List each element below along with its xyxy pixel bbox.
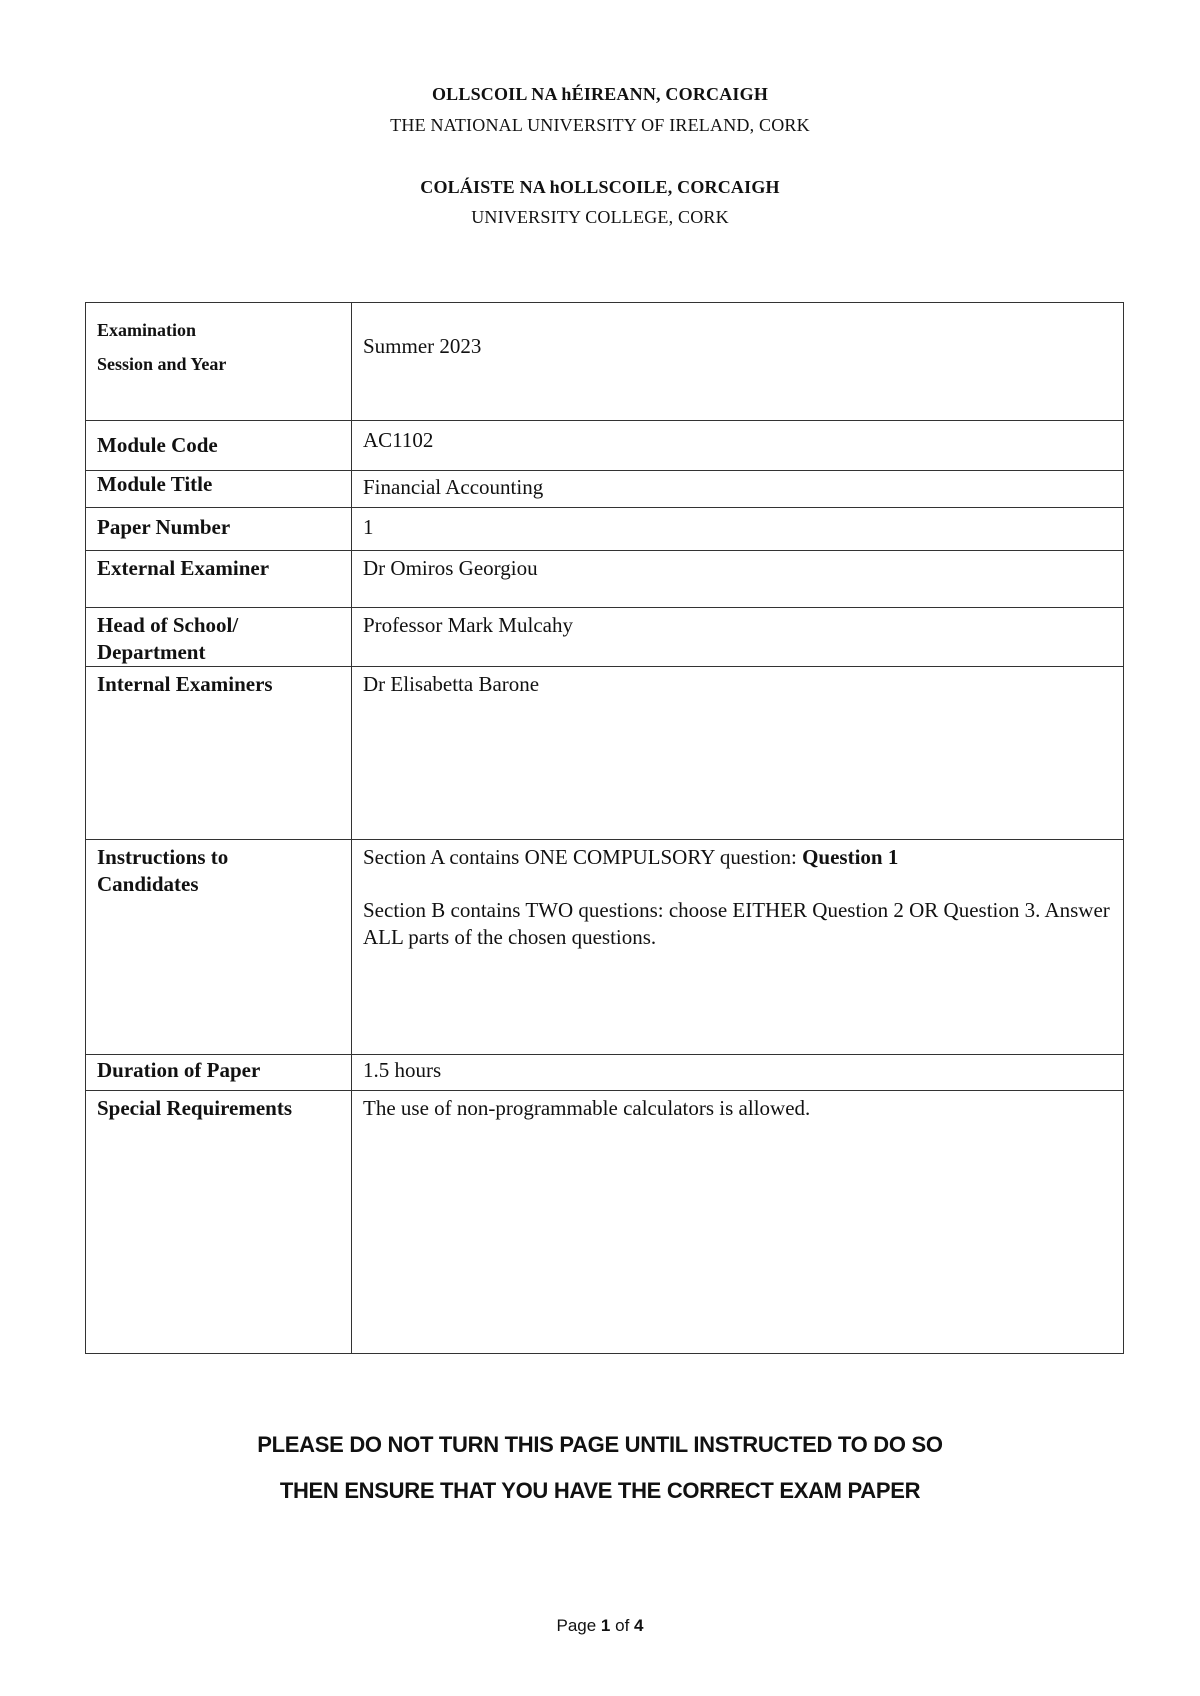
instructions-section-a-bold: Question 1 — [802, 845, 899, 869]
label-instructions: Instructions to Candidates — [86, 840, 352, 1055]
table-row-internal-examiners — [86, 667, 1124, 840]
university-name-english: THE NATIONAL UNIVERSITY OF IRELAND, CORK — [390, 115, 810, 135]
footer-current-page: 1 — [600, 1616, 611, 1635]
notice-do-not-turn: PLEASE DO NOT TURN THIS PAGE UNTIL INSTRUCTED TO DO SO — [257, 1432, 943, 1457]
label-module-code: Module Code — [86, 421, 352, 471]
college-name-irish: COLÁISTE NA hOLLSCOILE, CORCAIGH — [420, 177, 780, 197]
footer-page-word: Page — [556, 1616, 597, 1635]
value-instructions — [352, 840, 1124, 1055]
label-head-of-school: Head of School/ Department — [86, 608, 352, 667]
page-number-footer — [0, 1616, 1200, 1636]
table-row-paper-number — [86, 508, 1124, 551]
value-session: Summer 2023 — [352, 303, 1124, 421]
label-paper-number: Paper Number — [86, 508, 352, 551]
label-special-requirements: Special Requirements — [86, 1091, 352, 1354]
label-session-line1: Examination — [97, 320, 197, 340]
label-session — [86, 303, 352, 421]
university-name-irish: OLLSCOIL NA hÉIREANN, CORCAIGH — [431, 84, 769, 104]
table-row-duration — [86, 1055, 1124, 1091]
value-head-of-school: Professor Mark Mulcahy — [352, 608, 1124, 667]
value-paper-number: 1 — [352, 508, 1124, 551]
label-session-line2: Session and Year — [97, 354, 227, 374]
value-internal-examiners: Dr Elisabetta Barone — [352, 667, 1124, 840]
footer-of-word: of — [615, 1616, 630, 1635]
label-external-examiner: External Examiner — [86, 551, 352, 608]
value-external-examiner: Dr Omiros Georgiou — [352, 551, 1124, 608]
table-row-session — [86, 303, 1124, 421]
exam-details-table — [85, 302, 1124, 1354]
footer-total-pages: 4 — [634, 1616, 644, 1635]
table-row-module-code — [86, 421, 1124, 471]
label-internal-examiners: Internal Examiners — [86, 667, 352, 840]
table-row-module-title — [86, 471, 1124, 508]
value-module-code: AC1102 — [352, 421, 1124, 471]
instructions-section-a — [363, 844, 1113, 871]
college-name-english: UNIVERSITY COLLEGE, CORK — [471, 207, 729, 227]
table-row-head-of-school — [86, 608, 1124, 667]
label-duration: Duration of Paper — [86, 1055, 352, 1091]
value-module-title: Financial Accounting — [352, 471, 1124, 508]
label-module-title: Module Title — [86, 471, 352, 508]
table-row-special-requirements — [86, 1091, 1124, 1354]
notice-check-paper: THEN ENSURE THAT YOU HAVE THE CORRECT EXAM PAPER — [279, 1478, 921, 1503]
table-row-external-examiner — [86, 551, 1124, 608]
instructions-section-b: Section B contains TWO questions: choose EITHER Question 2 OR Question 3. Answer ALL parts of the chosen questions. — [363, 898, 1110, 949]
instructions-section-a-text: Section A contains ONE COMPULSORY question: — [363, 845, 803, 869]
value-special-requirements: The use of non-programmable calculators is allowed. — [352, 1091, 1124, 1354]
value-duration: 1.5 hours — [352, 1055, 1124, 1091]
table-row-instructions — [86, 840, 1124, 1055]
